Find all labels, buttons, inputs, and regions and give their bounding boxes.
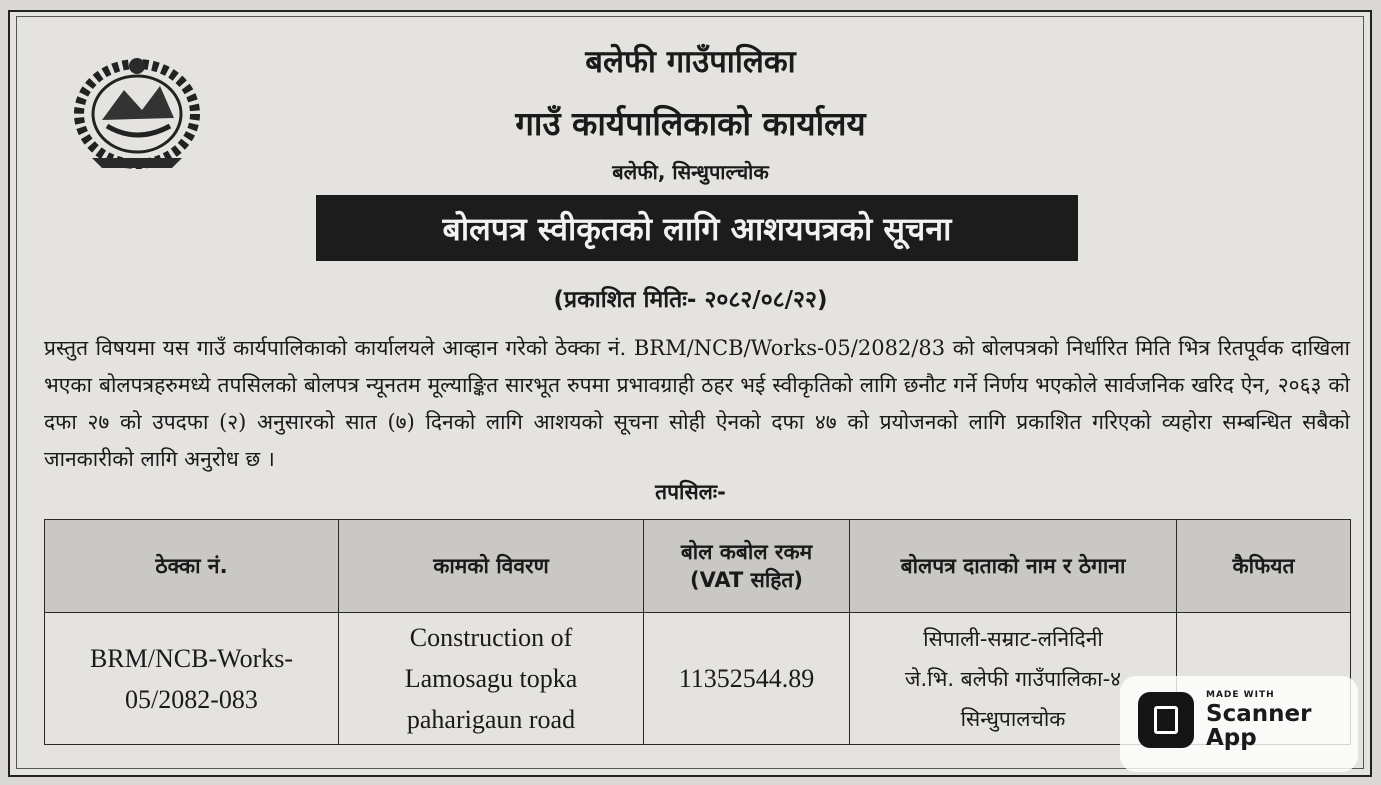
bidder-line3: सिन्धुपालचोक	[960, 706, 1066, 731]
contract-no-line2: 05/2082-083	[125, 684, 258, 714]
notice-title-banner	[316, 195, 1078, 261]
office-name: गाउँ कार्यपालिकाको कार्यालय	[515, 104, 866, 143]
header-contract-no: ठेक्का नं.	[45, 520, 339, 613]
table-header-row	[45, 520, 1351, 613]
organization-name: बलेफी गाउँपालिका	[585, 44, 796, 80]
header-bid-amount-line2: (VAT सहित)	[689, 568, 804, 592]
work-line1: Construction of	[409, 623, 573, 652]
office-address: बलेफी, सिन्धुपाल्चोक	[612, 160, 769, 184]
work-line3: paharigaun road	[406, 705, 576, 734]
cell-bid-amount: 11352544.89	[644, 613, 850, 745]
scanner-app-icon	[1138, 692, 1194, 748]
scanner-app-name-line1: Scanner	[1206, 701, 1312, 727]
header-bidder: बोलपत्र दाताको नाम र ठेगाना	[850, 520, 1177, 613]
header-bid-amount	[644, 520, 850, 613]
work-line2: Lamosagu topka	[404, 664, 578, 693]
cell-contract-no	[45, 613, 339, 745]
schedule-label: तपसिलः-	[655, 480, 726, 504]
scanner-app-watermark	[1120, 676, 1358, 772]
scanner-app-name-line2: App	[1206, 725, 1257, 751]
contract-no-line1: BRM/NCB-Works-	[89, 643, 294, 673]
cell-work-description	[339, 613, 644, 745]
made-with-label: MADE WITH	[1206, 690, 1275, 700]
header-bid-amount-line1: बोल कबोल रकम	[680, 540, 813, 564]
header-remarks: कैफियत	[1177, 520, 1351, 613]
bidder-line2: जे.भि. बलेफी गाउँपालिका-४	[904, 666, 1122, 691]
notice-paragraph: प्रस्तुत विषयमा यस गाउँ कार्यपालिकाको कार्यालयले आव्हान गरेको ठेक्का नं. BRM/NCB/Works-05/2082/83 को बोलपत्रको निर्धारित मिति भित्र रितपूर्वक दाखिला भएका बोलपत्रहरुमध्ये तपसिलको बोलपत्र न्यूनतम मूल्याङ्कित सारभूत रुपमा प्रभावग्राही ठहर भई स्वीकृतिको लागि छनौट गर्ने निर्णय भएकोले सार्वजनिक खरिद ऐन, २०६३ को दफा २७ को उपदफा (२) अनुसारको सात (७) दिनको लागि आशयको सूचना सोही ऐनको दफा ४७ को प्रयोजनको लागि प्रकाशित गरिएको व्यहोरा सम्बन्धित सबैको जानकारीको लागि अनुरोध छ ।	[44, 336, 1350, 471]
scanner-app-name	[1206, 702, 1311, 750]
notice-title: बोलपत्र स्वीकृतको लागि आशयपत्रको सूचना	[442, 209, 952, 248]
header-work-description: कामको विवरण	[339, 520, 644, 613]
published-date: (प्रकाशित मितिः- २०८२/०८/२२)	[553, 287, 828, 313]
bidder-line1: सिपाली-सम्राट-लनिदिनी	[923, 626, 1103, 651]
